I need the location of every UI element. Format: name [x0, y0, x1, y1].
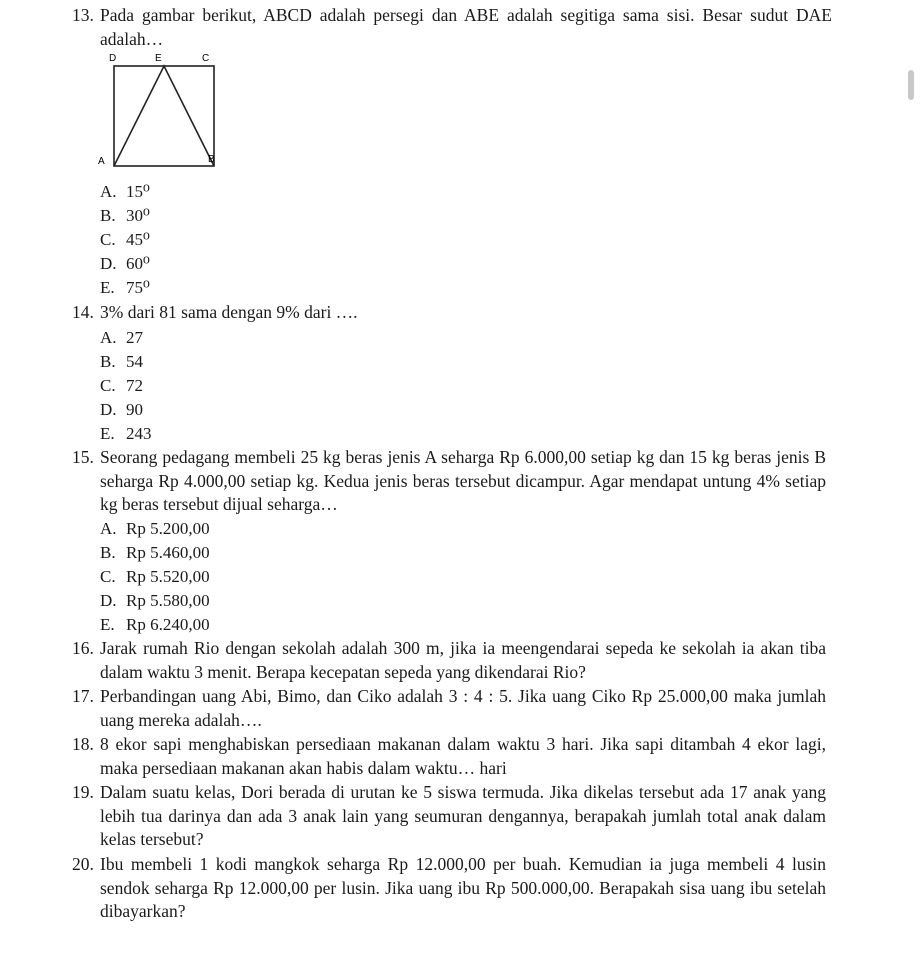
option-b: B. 54 — [100, 352, 143, 371]
question-text: Jarak rumah Rio dengan sekolah adalah 300 m, jika ia meengendarai sepeda ke sekolah ia akan tiba dalam waktu 3 menit. Berapa kecepatan sepeda yang dikendarai Rio? — [100, 638, 826, 682]
square-abcd — [114, 66, 214, 166]
option-b: B. Rp 5.460,00 — [100, 543, 210, 562]
label-e: E — [155, 53, 162, 64]
square-triangle-figure — [92, 50, 232, 180]
question-number: 13. — [72, 5, 94, 25]
option-a: A. 15⁰ — [100, 182, 150, 201]
label-b: B — [208, 154, 215, 165]
question-text: Dalam suatu kelas, Dori berada di urutan ke 5 siswa termuda. Jika dikelas tersebut ada 17 anak yang lebih tua darinya dan ada 3 anak lain yang seumuran dengannya, berapakah jumlah total anak dalam kelas tersebut? — [100, 782, 826, 849]
option-b: B. 30⁰ — [100, 206, 150, 225]
question-number: 18. — [72, 734, 94, 754]
question-18 — [72, 733, 826, 780]
question-19 — [72, 781, 826, 852]
question-number: 17. — [72, 686, 94, 706]
option-e: E. 75⁰ — [100, 278, 150, 297]
question-13 — [72, 4, 832, 51]
label-c: C — [202, 53, 210, 64]
question-number: 19. — [72, 782, 94, 802]
label-a: A — [98, 156, 105, 167]
question-number: 15. — [72, 447, 94, 467]
option-e: E. 243 — [100, 424, 152, 443]
option-c: C. 72 — [100, 376, 143, 395]
question-text: Pada gambar berikut, ABCD adalah persegi dan ABE adalah segitiga sama sisi. Besar sudut DAE adalah… — [100, 5, 832, 49]
triangle-abe — [114, 66, 214, 166]
question-17 — [72, 685, 826, 732]
question-text: Ibu membeli 1 kodi mangkok seharga Rp 12.000,00 per buah. Kemudian ia juga membeli 4 lusin sendok seharga Rp 12.000,00 per lusin. Jika uang ibu Rp 500.000,00. Berapakah sisa uang ibu setelah dibayarkan? — [100, 854, 826, 921]
question-20 — [72, 853, 826, 924]
question-15 — [72, 446, 826, 517]
option-c: C. Rp 5.520,00 — [100, 567, 210, 586]
option-a: A. 27 — [100, 328, 143, 347]
question-text: 8 ekor sapi menghabiskan persediaan makanan dalam waktu 3 hari. Jika sapi ditambah 4 ekor lagi, maka persediaan makanan akan habis dalam waktu… hari — [100, 734, 826, 778]
question-number: 20. — [72, 854, 94, 874]
question-text: Perbandingan uang Abi, Bimo, dan Ciko adalah 3 : 4 : 5. Jika uang Ciko Rp 25.000,00 maka jumlah uang mereka adalah…. — [100, 686, 826, 730]
label-d: D — [109, 53, 117, 64]
question-text: 3% dari 81 sama dengan 9% dari …. — [100, 302, 358, 322]
question-number: 16. — [72, 638, 94, 658]
option-d: D. 60⁰ — [100, 254, 150, 273]
option-d: D. Rp 5.580,00 — [100, 591, 210, 610]
question-text: Seorang pedagang membeli 25 kg beras jenis A seharga Rp 6.000,00 setiap kg dan 15 kg beras jenis B seharga Rp 4.000,00 setiap kg. Kedua jenis beras tersebut dicampur. Agar mendapat untung 4% setiap kg beras tersebut dijual seharga… — [100, 447, 826, 514]
option-e: E. Rp 6.240,00 — [100, 615, 210, 634]
question-16 — [72, 637, 826, 684]
scrollbar-thumb[interactable] — [908, 70, 914, 100]
option-d: D. 90 — [100, 400, 143, 419]
question-14 — [72, 301, 832, 325]
question-number: 14. — [72, 302, 94, 322]
option-c: C. 45⁰ — [100, 230, 150, 249]
option-a: A. Rp 5.200,00 — [100, 519, 210, 538]
